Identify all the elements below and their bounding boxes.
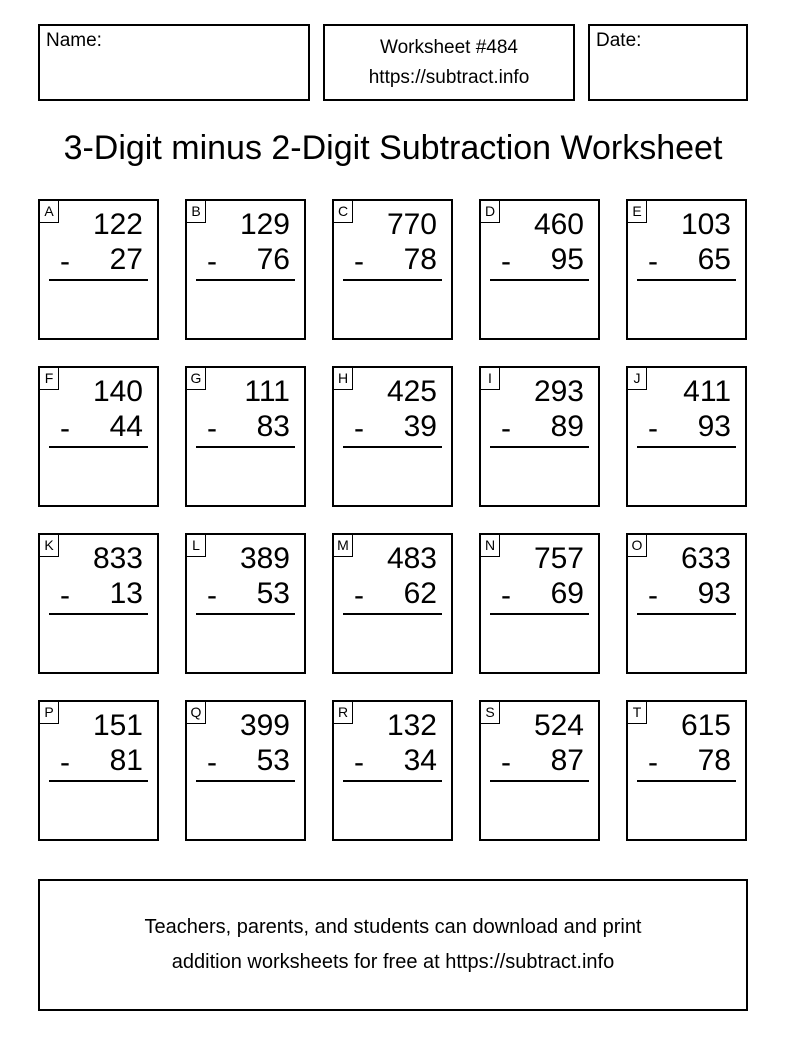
problem-card — [479, 700, 600, 841]
problem-card — [185, 199, 306, 340]
answer-line — [637, 780, 736, 782]
subtrahend: 81 — [109, 744, 143, 777]
problem-card — [38, 533, 159, 674]
problem-card — [479, 533, 600, 674]
subtrahend: 44 — [109, 410, 143, 443]
subtrahend: 87 — [550, 744, 584, 777]
worksheet-number: Worksheet #484 — [379, 37, 518, 58]
problem-card — [38, 199, 159, 340]
problem-card — [185, 533, 306, 674]
minuend: 151 — [92, 709, 143, 742]
problem-letter: R — [334, 702, 353, 724]
minus-sign: - — [648, 245, 658, 278]
subtrahend: 53 — [256, 744, 290, 777]
answer-line — [196, 446, 295, 448]
subtrahend: 83 — [256, 410, 290, 443]
subtrahend: 39 — [403, 410, 437, 443]
problem-card — [332, 533, 453, 674]
problem-letter: P — [40, 702, 59, 724]
answer-line — [49, 446, 148, 448]
minuend: 111 — [244, 375, 290, 408]
minus-sign: - — [354, 412, 364, 445]
answer-line — [637, 613, 736, 615]
minus-sign: - — [501, 245, 511, 278]
problem-card — [185, 700, 306, 841]
minus-sign: - — [207, 746, 217, 779]
answer-line — [343, 446, 442, 448]
minus-sign: - — [207, 412, 217, 445]
minuend: 833 — [92, 542, 143, 575]
subtrahend: 13 — [109, 577, 143, 610]
date-label: Date: — [596, 30, 642, 51]
problem-card — [626, 700, 747, 841]
subtrahend: 65 — [697, 243, 731, 276]
problem-letter: A — [40, 201, 59, 223]
subtrahend: 89 — [550, 410, 584, 443]
problem-letter: J — [628, 368, 647, 390]
subtrahend: 62 — [403, 577, 437, 610]
subtrahend: 95 — [550, 243, 584, 276]
minuend: 122 — [92, 208, 143, 241]
problem-letter: C — [334, 201, 353, 223]
answer-line — [490, 613, 589, 615]
problem-letter: F — [40, 368, 59, 390]
subtrahend: 53 — [256, 577, 290, 610]
answer-line — [490, 446, 589, 448]
worksheet-title: 3-Digit minus 2-Digit Subtraction Worksheet — [63, 129, 723, 167]
minus-sign: - — [501, 746, 511, 779]
minus-sign: - — [60, 245, 70, 278]
problem-letter: D — [481, 201, 500, 223]
problem-letter: T — [628, 702, 647, 724]
answer-line — [490, 780, 589, 782]
problem-letter: B — [187, 201, 206, 223]
problem-card — [626, 533, 747, 674]
answer-line — [490, 279, 589, 281]
minus-sign: - — [501, 579, 511, 612]
problem-card — [479, 199, 600, 340]
problem-letter: O — [628, 535, 647, 557]
worksheet-url: https://subtract.info — [368, 67, 530, 88]
subtrahend: 69 — [550, 577, 584, 610]
subtrahend: 76 — [256, 243, 290, 276]
footer-box — [38, 879, 748, 1011]
answer-line — [196, 780, 295, 782]
minuend: 293 — [533, 375, 584, 408]
minuend: 633 — [680, 542, 731, 575]
minuend: 460 — [533, 208, 584, 241]
answer-line — [49, 613, 148, 615]
problem-letter: K — [40, 535, 59, 557]
minuend: 399 — [239, 709, 290, 742]
problem-letter: S — [481, 702, 500, 724]
answer-line — [637, 279, 736, 281]
minuend: 129 — [239, 208, 290, 241]
minuend: 132 — [386, 709, 437, 742]
problem-card — [332, 700, 453, 841]
problem-card — [626, 199, 747, 340]
worksheet-info-box — [323, 24, 575, 101]
minus-sign: - — [354, 245, 364, 278]
minus-sign: - — [60, 579, 70, 612]
problem-card — [38, 366, 159, 507]
problem-letter: L — [187, 535, 206, 557]
problem-letter: I — [481, 368, 500, 390]
minuend: 103 — [680, 208, 731, 241]
minus-sign: - — [501, 412, 511, 445]
answer-line — [196, 613, 295, 615]
minus-sign: - — [354, 579, 364, 612]
problem-letter: G — [187, 368, 206, 390]
problem-letter: N — [481, 535, 500, 557]
minus-sign: - — [648, 746, 658, 779]
name-field-box[interactable] — [38, 24, 310, 101]
problem-letter: M — [334, 535, 353, 557]
minuend: 140 — [92, 375, 143, 408]
answer-line — [49, 279, 148, 281]
minuend: 770 — [386, 208, 437, 241]
problem-letter: E — [628, 201, 647, 223]
answer-line — [343, 613, 442, 615]
date-field-box[interactable] — [588, 24, 748, 101]
answer-line — [49, 780, 148, 782]
answer-line — [196, 279, 295, 281]
name-label: Name: — [46, 30, 102, 51]
subtrahend: 27 — [109, 243, 143, 276]
minus-sign: - — [60, 412, 70, 445]
answer-line — [343, 279, 442, 281]
problem-card — [38, 700, 159, 841]
minuend: 757 — [533, 542, 584, 575]
problem-card — [479, 366, 600, 507]
footer-line-2: addition worksheets for free at https://subtract.info — [171, 951, 615, 973]
subtrahend: 93 — [697, 410, 731, 443]
minuend: 483 — [386, 542, 437, 575]
minuend: 524 — [533, 709, 584, 742]
minus-sign: - — [207, 245, 217, 278]
problem-card — [185, 366, 306, 507]
minus-sign: - — [648, 579, 658, 612]
answer-line — [343, 780, 442, 782]
footer-line-1: Teachers, parents, and students can download and print — [144, 916, 642, 938]
minus-sign: - — [60, 746, 70, 779]
subtrahend: 34 — [403, 744, 437, 777]
minus-sign: - — [354, 746, 364, 779]
answer-line — [637, 446, 736, 448]
subtrahend: 78 — [403, 243, 437, 276]
minuend: 389 — [239, 542, 290, 575]
problem-card — [332, 366, 453, 507]
problem-card — [626, 366, 747, 507]
problem-letter: Q — [187, 702, 206, 724]
problem-card — [332, 199, 453, 340]
minus-sign: - — [648, 412, 658, 445]
problem-letter: H — [334, 368, 353, 390]
minuend: 411 — [683, 375, 731, 408]
minuend: 615 — [680, 709, 731, 742]
subtrahend: 93 — [697, 577, 731, 610]
minuend: 425 — [386, 375, 437, 408]
subtrahend: 78 — [697, 744, 731, 777]
minus-sign: - — [207, 579, 217, 612]
